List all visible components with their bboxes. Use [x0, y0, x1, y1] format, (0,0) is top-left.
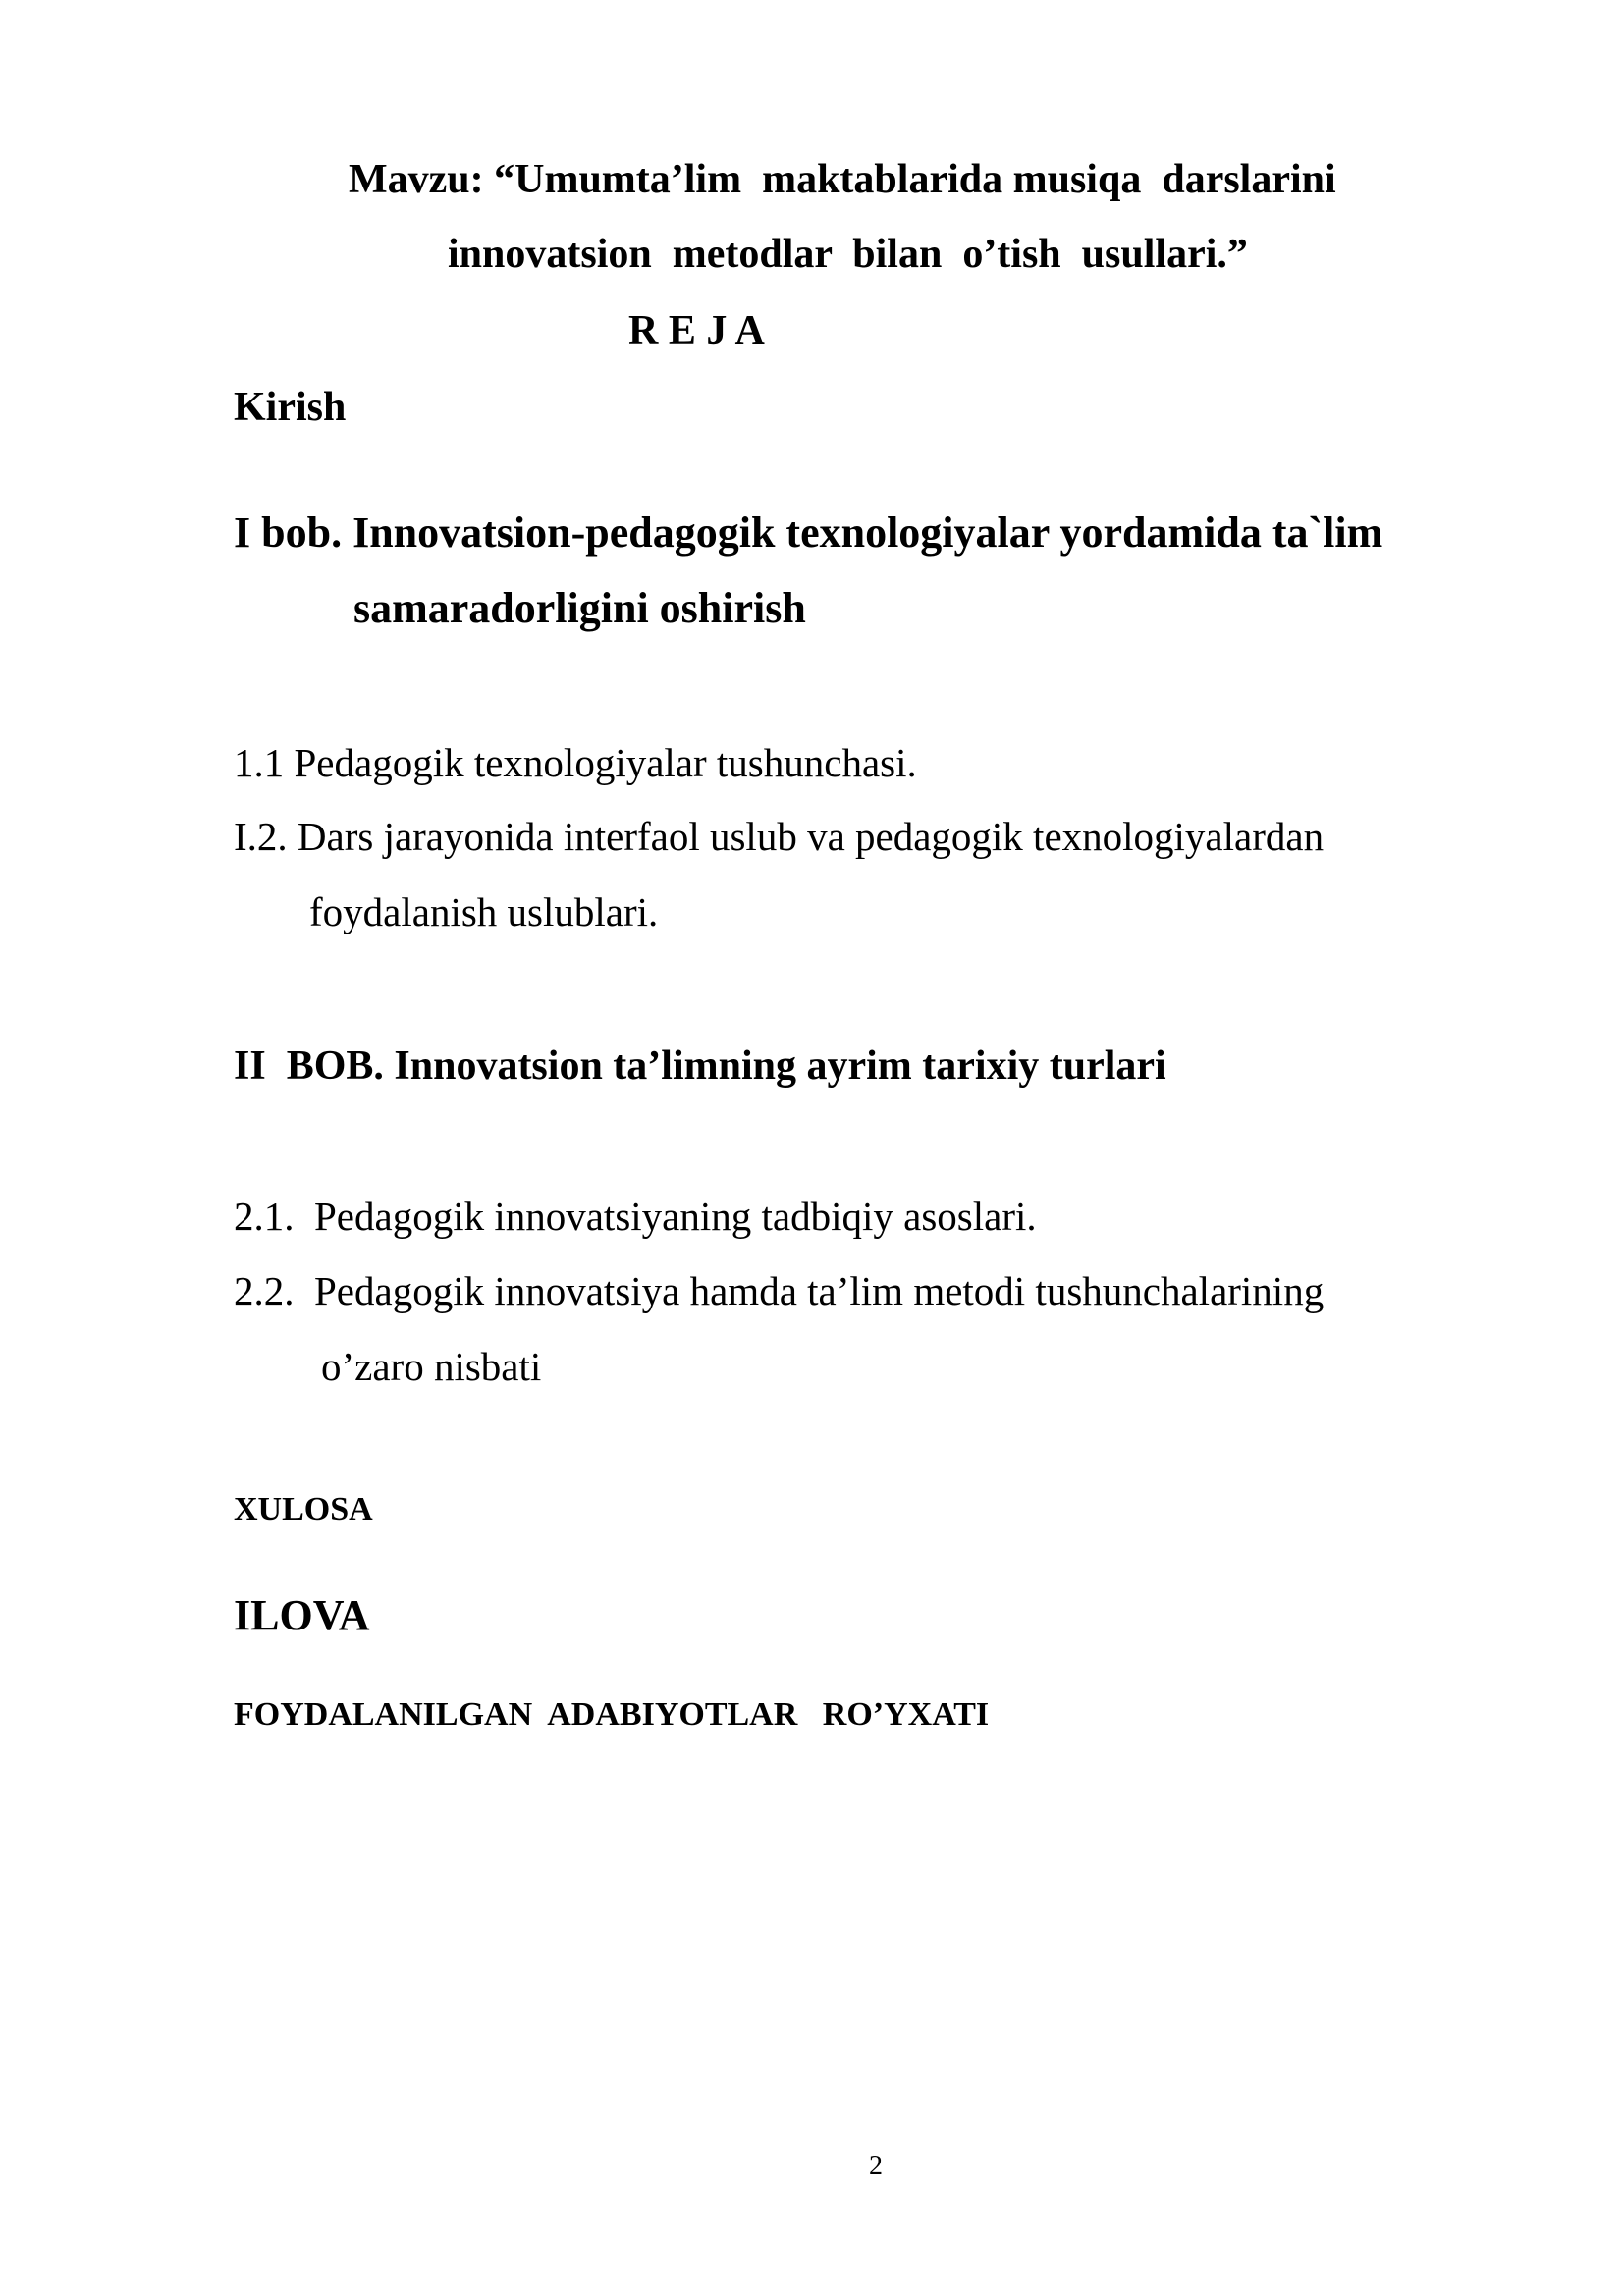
section-1-1: 1.1 Pedagogik texnologiyalar tushunchasi. — [234, 740, 917, 785]
page-number: 2 — [869, 2151, 883, 2181]
appendix-heading: ILOVA — [234, 1591, 370, 1639]
references-heading: FOYDALANILGAN ADABIYOTLAR RO’YXATI — [234, 1696, 990, 1733]
section-2-2-line-2: o’zaro nisbati — [321, 1344, 542, 1389]
section-1-2-line-2: foydalanish uslublari. — [309, 889, 659, 934]
intro-heading: Kirish — [234, 385, 347, 430]
title-line-2: innovatsion metodlar bilan o’tish usullari.” — [448, 232, 1248, 277]
title-line-1: Mavzu: “Umumta’lim maktablarida musiqa darslarini — [349, 157, 1336, 202]
chapter2-title: II BOB. Innovatsion ta’limning ayrim tarixiy turlari — [234, 1043, 1166, 1089]
chapter1-title-line-2: samaradorligini oshirish — [353, 584, 806, 632]
chapter1-title-line-1: I bob. Innovatsion-pedagogik texnologiyalar yordamida ta`lim — [234, 508, 1383, 557]
conclusion-heading: XULOSA — [234, 1491, 373, 1527]
plan-heading: R E J A — [628, 308, 765, 353]
section-2-1: 2.1. Pedagogik innovatsiyaning tadbiqiy asoslari. — [234, 1194, 1037, 1239]
section-1-2-line-1: I.2. Dars jarayonida interfaol uslub va pedagogik texnologiyalardan — [234, 814, 1325, 859]
section-2-2-line-1: 2.2. Pedagogik innovatsiya hamda ta’lim metodi tushunchalarining — [234, 1268, 1325, 1313]
